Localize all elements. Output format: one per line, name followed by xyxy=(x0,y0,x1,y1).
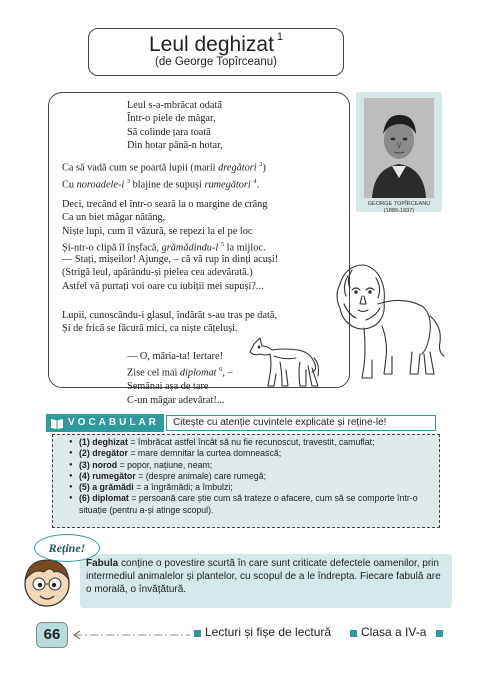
author-portrait-card xyxy=(356,92,442,212)
poem-line xyxy=(127,112,223,125)
footer-square-icon xyxy=(350,630,357,637)
poem-line xyxy=(62,266,278,279)
poem-line xyxy=(127,126,223,139)
poem-text: (Strigă leul, apărându-și pielea cea adevărată.) xyxy=(62,267,253,279)
poem-line xyxy=(62,211,267,224)
poem-line xyxy=(127,394,233,407)
footnote-marker: 3 xyxy=(126,177,131,185)
poem-line xyxy=(62,253,278,266)
page-footer xyxy=(28,622,448,652)
poem-line xyxy=(62,175,266,192)
vocabulary-tag-label: VOCABULAR xyxy=(68,417,159,428)
poem-text: C-un măgar adevărat!... xyxy=(127,394,225,406)
vocabulary-definition: = persoană care știe cum să trateze o afacere, cum să se comporte într-o situație (pentru a-și atinge scopul). xyxy=(79,493,418,515)
vocabulary-term: (5) a grămădi xyxy=(79,482,134,493)
poem-text: . xyxy=(256,179,260,191)
vocabulary-item xyxy=(79,482,431,493)
poem-text: ) xyxy=(262,162,266,174)
title-footnote-marker: 1 xyxy=(276,31,284,43)
poem-text: , – xyxy=(222,367,233,379)
author-portrait-icon xyxy=(364,98,434,198)
poem-glossed-word: grămădindu-l xyxy=(161,242,221,254)
poem-line xyxy=(62,280,278,293)
vocabulary-list xyxy=(52,434,440,528)
poem-text: Lupii, cunoscându-i glasul, îndărăt s-au tras pe dată, xyxy=(62,310,278,321)
poem-glossed-word: dregători xyxy=(218,162,260,174)
vocabulary-item xyxy=(79,471,431,482)
stanza xyxy=(62,253,278,293)
footnote-marker: 2 xyxy=(259,161,263,168)
page-number: 66 xyxy=(36,622,68,648)
poem-line xyxy=(127,99,223,112)
poem-text: Niște lupi, cum îl văzură, se repezi la el pe loc xyxy=(62,225,253,237)
poem-text: — O, măria-ta! Iertare! xyxy=(127,351,224,362)
author-photo xyxy=(364,98,434,198)
poem-glossed-word: diplomat xyxy=(179,367,220,379)
vocabulary-definition: = a îngrămădi; a îmbulzi; xyxy=(133,482,233,493)
poem-line xyxy=(62,309,277,322)
poem-line xyxy=(62,198,267,211)
poem-text: — Stați, mișeilor! Ajunge, – că vă rup în dinți acuși! xyxy=(62,254,279,265)
poem-text: Și-ntr-o clipă îl înșfacă, xyxy=(62,242,162,254)
fable-term: Fabula xyxy=(86,558,119,569)
vocabulary-definition: = popor, națiune, neam; xyxy=(117,459,213,470)
poem-text: Să colinde țara toată xyxy=(127,126,211,138)
lion-drawing-icon xyxy=(326,256,446,386)
poem-line xyxy=(127,363,233,380)
vocabulary-item xyxy=(79,493,431,516)
vocabulary-item xyxy=(79,460,431,471)
poem-text: Semănai așa de tare xyxy=(127,381,209,393)
poem-text: Zise cel mai xyxy=(127,367,180,379)
poem-glossed-word: noroadele-i xyxy=(76,179,127,191)
arrow-left-icon xyxy=(72,628,192,642)
wolf-drawing-icon xyxy=(248,332,322,390)
poem-text: Ca să vadă cum se poartă lupii (marii xyxy=(62,162,219,174)
title-box xyxy=(88,28,344,76)
vocabulary-term: (3) norod xyxy=(79,459,118,470)
portrait-caption-name: GEORGE TOPÎRCEANU xyxy=(367,201,431,207)
vocabulary-term: (2) dregător xyxy=(79,448,128,459)
stanza xyxy=(62,158,266,192)
portrait-caption-years: (1886-1937) xyxy=(383,208,415,214)
poem-text: la mijloc. xyxy=(224,242,266,254)
poem-text: blajine de supuși xyxy=(130,179,205,191)
retine-bubble: Reține! xyxy=(34,534,100,562)
footer-grade: Clasa a IV-a xyxy=(361,625,427,639)
vocabulary-term: (1) deghizat xyxy=(79,437,128,447)
stanza xyxy=(62,198,267,255)
poem-line xyxy=(62,322,277,335)
vocabulary-tag xyxy=(46,414,164,432)
vocabulary-definition: = mare demnitar la curtea domnească; xyxy=(127,448,282,459)
stanza xyxy=(127,350,233,407)
poem-line xyxy=(127,380,233,393)
footer-book-title: Lecturi și fișe de lectură xyxy=(205,625,332,639)
footnote-marker: 4 xyxy=(253,177,257,185)
vocabulary-item xyxy=(79,448,431,459)
vocabulary-item xyxy=(79,437,431,448)
poem-text: Și de frică se făcură mici, ca niște cățeluși. xyxy=(62,323,238,335)
vocabulary-term: (4) rumegător xyxy=(79,470,136,481)
fable-definition: conține o povestire scurtă în care sunt criticate defectele oamenilor, prin intermediul animalelor și plantelor, cu scopul de a le îndrepta. Fiecare fabulă are o morală, o învățătură. xyxy=(86,558,441,595)
vocabulary-definition: = îmbrăcat astfel încât să nu fie recunoscut, travestit, camuflat; xyxy=(127,437,375,447)
footer-square-icon xyxy=(436,630,443,637)
footer-square-icon xyxy=(194,630,201,637)
poem-text: Deci, trecând el într-o seară la o margine de crâng xyxy=(62,199,268,210)
book-icon xyxy=(50,417,64,429)
footnote-marker: 6 xyxy=(219,366,223,374)
vocabulary-term: (6) diplomat xyxy=(79,493,129,504)
stanza xyxy=(127,99,223,153)
poem-text: Astfel vă purtați voi oare cu iubiții mei supuși?... xyxy=(62,280,264,292)
stanza xyxy=(62,309,277,336)
poem-text: Cu xyxy=(62,179,77,191)
poem-line xyxy=(62,158,266,175)
vocabulary-header xyxy=(44,414,436,432)
poem-text: Ca un biet măgar nătâng, xyxy=(62,212,166,224)
poem-text: Într-o piele de măgar, xyxy=(127,113,216,125)
retine-note xyxy=(20,534,460,610)
page-title xyxy=(89,33,343,57)
poem-line xyxy=(62,225,267,238)
poem-glossed-word: rumegători xyxy=(204,179,254,191)
poem-line xyxy=(127,350,233,363)
poem-text: Leul s-a-mbrăcat odată xyxy=(127,100,222,111)
footnote-marker: 5 xyxy=(220,241,225,249)
fable-definition-box xyxy=(80,554,452,608)
vocabulary-definition: = (despre animale) care rumegă; xyxy=(135,470,267,481)
author-subtitle: (de George Topîrceanu) xyxy=(155,56,277,68)
vocabulary-instruction: Citește cu atenție cuvintele explicate și reține-le! xyxy=(166,415,436,431)
poem-text: Din hotar până-n hotar, xyxy=(127,140,223,152)
title-text: Leul deghizat xyxy=(148,33,274,56)
poem-line xyxy=(127,139,223,152)
